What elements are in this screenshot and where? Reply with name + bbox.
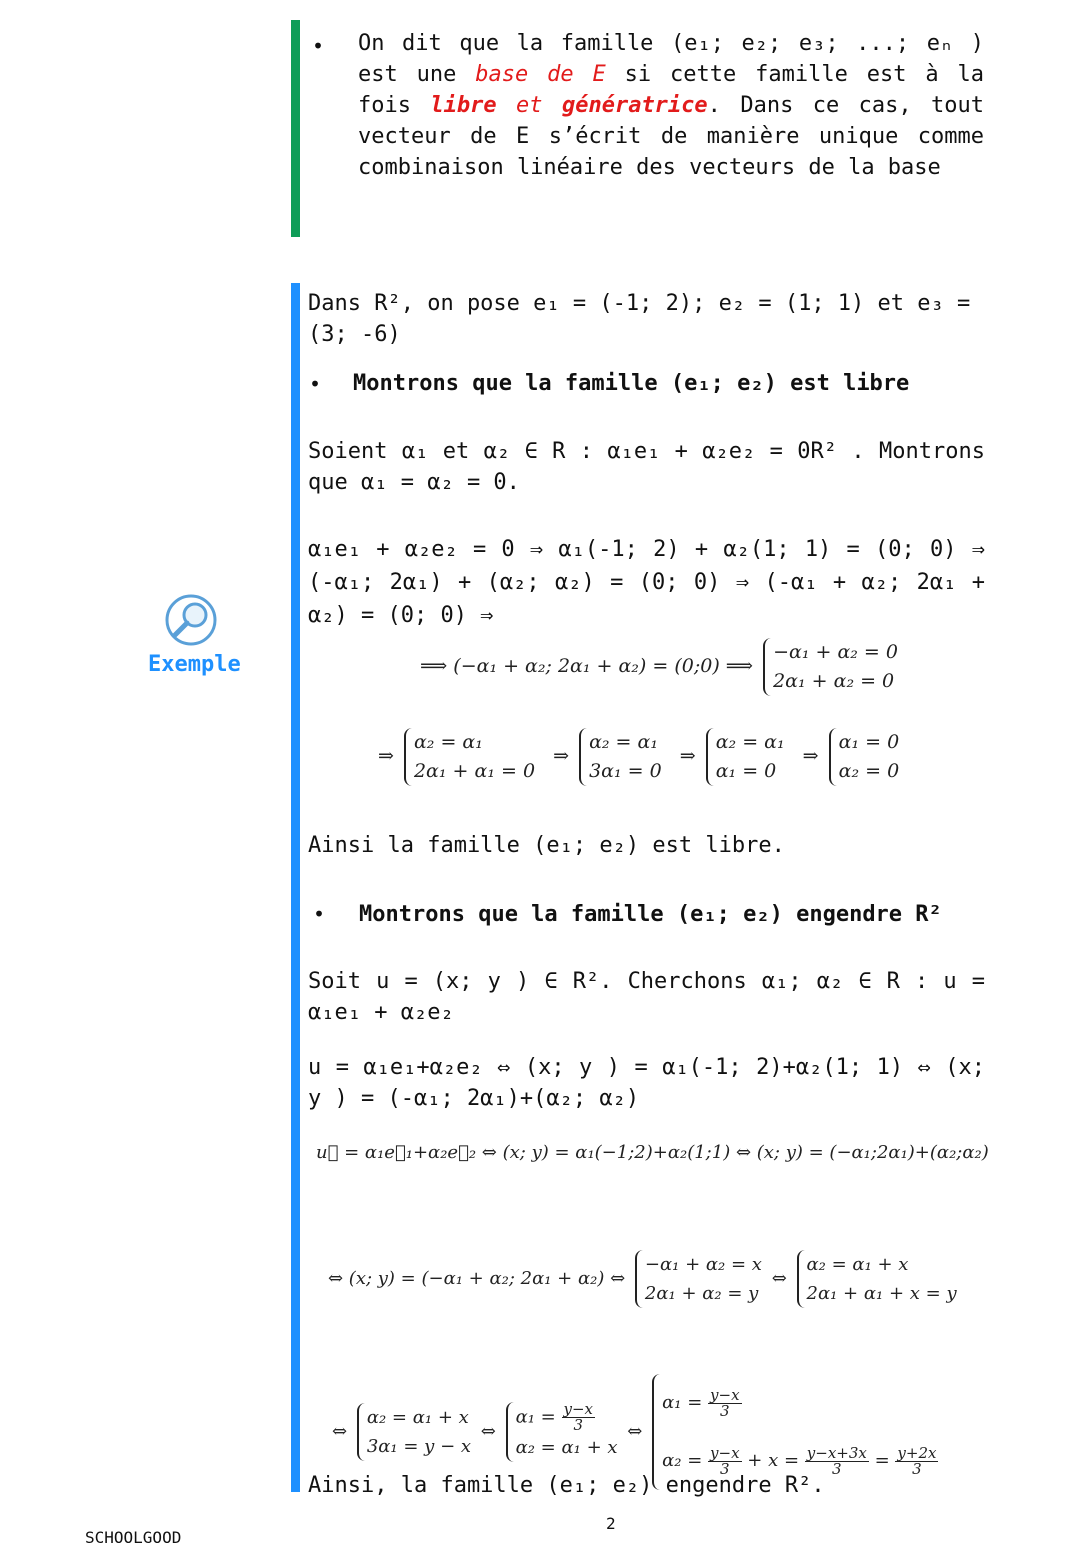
definition-paragraph: On dit que la famille (e₁; e₂; e₃; ...; eₙ ) est une base de E si cette famille est à la fois libre et génératrice. Dans ce cas, tout vecteur de E s’écrit de manière unique comme combinaison linéaire des vecteurs de la base (358, 31, 984, 180)
bullet: • (312, 34, 325, 58)
definition-accent-bar (291, 20, 300, 237)
math-system-chain: ⇒ α₂ = α₁ 2α₁ + α₁ = 0 ⇒ α₂ = α₁ 3α₁ = 0 ⇒ α₂ = α₁ α₁ = 0 ⇒ α₁ = 0 α₂ = 0 (378, 728, 903, 786)
math-system-1: ⟹ (−α₁ + α₂; 2α₁ + α₂) = (0;0) ⟹ −α₁ + α₂ = 0 2α₁ + α₂ = 0 (420, 638, 902, 696)
term-libre: libre (430, 93, 497, 118)
heading-engendre: Montrons que la famille (e₁; e₂) engendre R² (359, 902, 942, 927)
magnifier-icon (162, 594, 220, 648)
definition-line1: On dit que la famille (e₁; e₂; e₃; ...; eₙ ) (358, 31, 984, 56)
soient-paragraph: Soient α₁ et α₂ ∈ R : α₁e₁ + α₂e₂ = 0R² . Montrons que α₁ = α₂ = 0. (308, 439, 985, 495)
conclusion-engendre: Ainsi, la famille (e₁; e₂) engendre R². (308, 1473, 825, 1498)
math-system-3: ⇔ α₂ = α₁ + x 3α₁ = y − x ⇔ α₁ = $\frac{y-x}{3}$ α₂ = α₁ + x ⇔ α₁ = $\frac{y-x}{3}$ α₂ = $\frac{y-x}{3}$ + x = $\frac{y-x+3x}{3}$ = $\frac{y+2x}{3}$ (332, 1374, 942, 1490)
example-label: Exemple (148, 652, 241, 677)
example-accent-bar (291, 283, 300, 1492)
example-intro: Dans R², on pose e₁ = (-1; 2); e₂ = (1; 1) et e₃ = (3; -6) (308, 291, 971, 347)
bullet: • (313, 902, 326, 926)
heading-libre: Montrons que la famille (e₁; e₂) est libre (353, 371, 910, 396)
implication-paragraph: α₁e₁ + α₂e₂ = 0 ⇒ α₁(-1; 2) + α₂(1; 1) = (0; 0) ⇒ (-α₁; 2α₁) + (α₂; α₂) = (0; 0) ⇒ (-α₁ + α₂; 2α₁ + α₂) = (0; 0) ⇒ (308, 537, 985, 628)
math-vector-equation: u⃗ = α₁e⃗₁+α₂e⃗₂ ⇔ (x; y) = α₁(−1;2)+α₂(1;1) ⇔ (x; y) = (−α₁;2α₁)+(α₂;α₂) (316, 1142, 989, 1163)
bullet: • (309, 372, 322, 396)
term-base: base de E (475, 62, 606, 87)
system: −α₁ + α₂ = 0 2α₁ + α₂ = 0 (763, 638, 898, 696)
footer-brand: SCHOOLGOOD (85, 1528, 182, 1547)
conclusion-libre: Ainsi la famille (e₁; e₂) est libre. (308, 833, 785, 858)
equiv-paragraph: u = α₁e₁+α₂e₂ ⇔ (x; y ) = α₁(-1; 2)+α₂(1; 1) ⇔ (x; y ) = (-α₁; 2α₁)+(α₂; α₂) (308, 1055, 985, 1111)
math-system-2: ⇔ (x; y) = (−α₁ + α₂; 2α₁ + α₂) ⇔ −α₁ + α₂ = x 2α₁ + α₂ = y ⇔ α₂ = α₁ + x 2α₁ + α₁ + x = y (328, 1250, 961, 1308)
page-number: 2 (606, 1514, 616, 1533)
term-generatrice: génératrice (561, 93, 708, 118)
soit-paragraph: Soit u = (x; y ) ∈ R². Cherchons α₁; α₂ ∈ R : u = α₁e₁ + α₂e₂ (308, 969, 985, 1025)
